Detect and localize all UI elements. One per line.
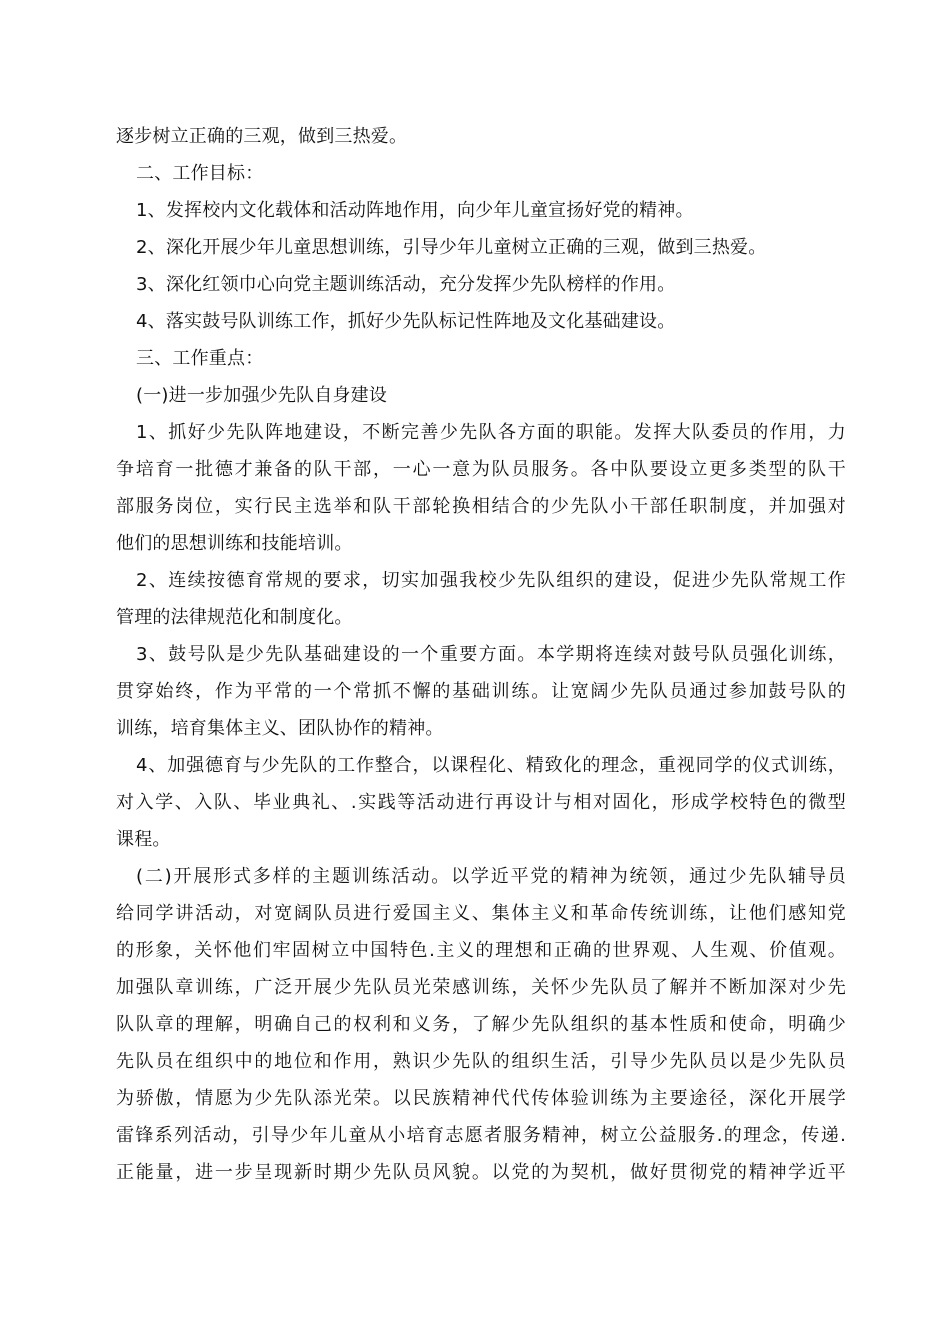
text-line: 训练，培育集体主义、团队协作的精神。 — [116, 718, 444, 739]
text-line: 2、连续按德育常规的要求，切实加强我校少先队组织的建设，促进少先队常规工作 — [136, 570, 846, 591]
text-line: 二、工作目标： — [136, 163, 264, 184]
text-line: 3、鼓号队是少先队基础建设的一个重要方面。本学期将连续对鼓号队员强化训练， — [136, 644, 846, 665]
text-line: 1、抓好少先队阵地建设，不断完善少先队各方面的职能。发挥大队委员的作用，力 — [136, 422, 846, 443]
document-body — [116, 118, 846, 1191]
text-line: 部服务岗位，实行民主选举和队干部轮换相结合的少先队小干部任职制度，并加强对 — [116, 496, 846, 517]
text-line: 的形象，关怀他们牢固树立中国特色.主义的理想和正确的世界观、人生观、价值观。 — [116, 940, 846, 961]
text-line: 3、深化红领巾心向党主题训练活动，充分发挥少先队榜样的作用。 — [136, 274, 676, 295]
text-line: 2、深化开展少年儿童思想训练，引导少年儿童树立正确的三观，做到三热爱。 — [136, 237, 767, 258]
text-line: 三、工作重点： — [136, 348, 264, 369]
text-line: 争培育一批德才兼备的队干部，一心一意为队员服务。各中队要设立更多类型的队干 — [116, 459, 846, 480]
text-line: 贯穿始终，作为平常的一个常抓不懈的基础训练。让宽阔少先队员通过参加鼓号队的 — [116, 681, 846, 702]
text-line: 1、发挥校内文化载体和活动阵地作用，向少年儿童宣扬好党的精神。 — [136, 200, 694, 221]
text-line: 4、落实鼓号队训练工作，抓好少先队标记性阵地及文化基础建设。 — [136, 311, 676, 332]
text-line: 给同学讲活动，对宽阔队员进行爱国主义、集体主义和革命传统训练，让他们感知党 — [116, 903, 846, 924]
text-line: 课程。 — [116, 829, 171, 850]
text-line: 对入学、入队、毕业典礼、.实践等活动进行再设计与相对固化，形成学校特色的微型 — [116, 792, 846, 813]
text-line: (一)进一步加强少先队自身建设 — [136, 385, 388, 406]
text-line: 雷锋系列活动，引导少年儿童从小培育志愿者服务精神，树立公益服务.的理念，传递. — [116, 1125, 846, 1146]
text-line: 为骄傲，情愿为少先队添光荣。以民族精神代代传体验训练为主要途径，深化开展学 — [116, 1088, 846, 1109]
text-line: 先队员在组织中的地位和作用，熟识少先队的组织生活，引导少先队员以是少先队员 — [116, 1051, 846, 1072]
text-line: (二)开展形式多样的主题训练活动。以学近平党的精神为统领，通过少先队辅导员 — [136, 866, 846, 887]
text-line: 他们的思想训练和技能培训。 — [116, 533, 353, 554]
text-line: 正能量，进一步呈现新时期少先队员风貌。以党的为契机，做好贯彻党的精神学近平 — [116, 1162, 846, 1183]
text-line: 加强队章训练，广泛开展少先队员光荣感训练，关怀少先队员了解并不断加深对少先 — [116, 977, 846, 998]
text-line: 4、加强德育与少先队的工作整合，以课程化、精致化的理念，重视同学的仪式训练， — [136, 755, 846, 776]
text-line: 队队章的理解，明确自己的权利和义务，了解少先队组织的基本性质和使命，明确少 — [116, 1014, 846, 1035]
text-line: 管理的法律规范化和制度化。 — [116, 607, 353, 628]
text-line: 逐步树立正确的三观，做到三热爱。 — [116, 126, 408, 147]
